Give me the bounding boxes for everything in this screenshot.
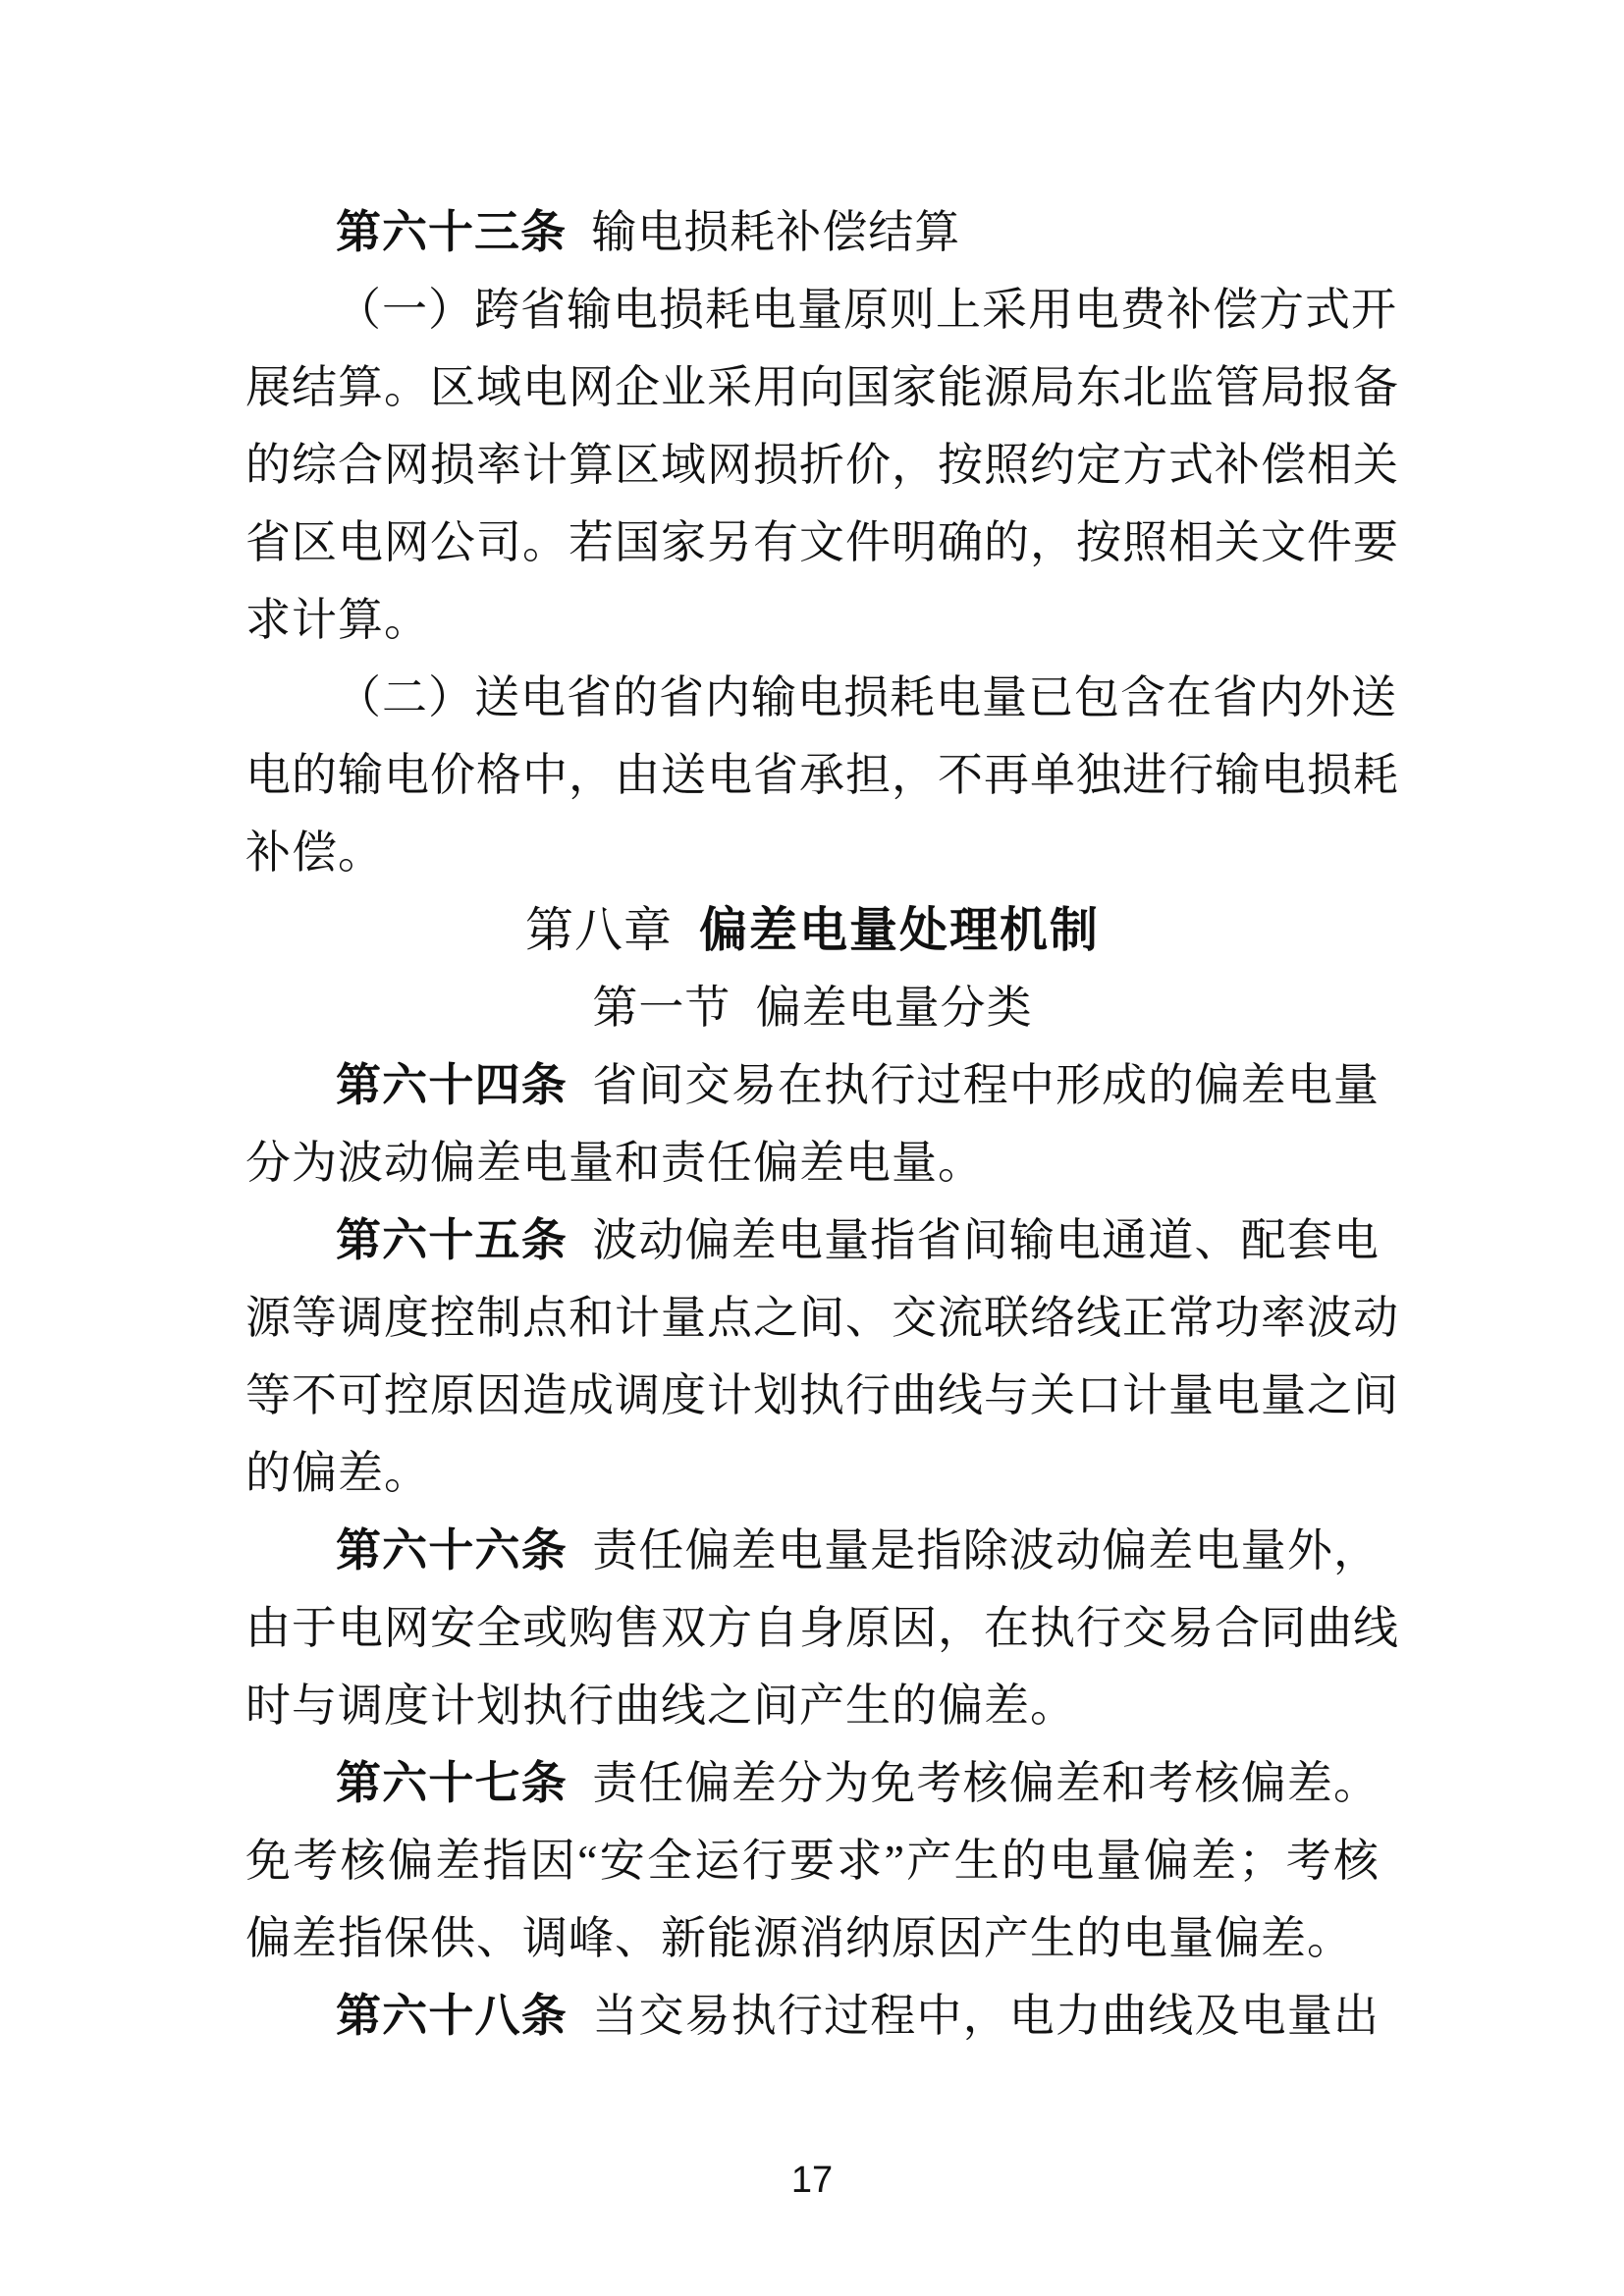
article-65-line-4 <box>245 1434 1380 1512</box>
article-64-line-2 <box>245 1124 1380 1201</box>
text-run: 波动偏差电量指省间输电通道、配套电 <box>592 1215 1380 1265</box>
text-run: 省间交易在执行过程中形成的偏差电量 <box>592 1060 1380 1110</box>
text-run: 免考核偏差指因“安全运行要求”产生的电量偏差；考核 <box>245 1836 1380 1886</box>
text-run: 当交易执行过程中，电力曲线及电量出 <box>592 1991 1380 2041</box>
article-65-line-1 <box>245 1201 1380 1279</box>
text-run: （一）跨省输电损耗电量原则上采用电费补偿方式开 <box>336 285 1397 335</box>
page-number: 17 <box>790 2160 834 2201</box>
text-run: 等不可控原因造成调度计划执行曲线与关口计量电量之间 <box>245 1370 1399 1420</box>
text-run: 求计算。 <box>245 595 430 645</box>
emphasis-run: 第六十四条 <box>336 1060 568 1110</box>
text-run: 电的输电价格中，由送电省承担，不再单独进行输电损耗 <box>245 750 1399 800</box>
text-run: 偏差电量分类 <box>755 983 1033 1033</box>
article-63-item-2-line-1 <box>245 659 1397 736</box>
article-67-line-3 <box>245 1899 1380 1977</box>
emphasis-run: 第六十五条 <box>336 1215 568 1265</box>
text-run: 输电损耗补偿结算 <box>591 207 961 257</box>
article-63-item-2-line-3 <box>245 814 1380 891</box>
article-63-item-1-line-1 <box>245 271 1397 348</box>
text-run: 源等调度控制点和计量点之间、交流联络线正常功率波动 <box>245 1293 1399 1343</box>
article-65-line-2 <box>245 1279 1399 1357</box>
emphasis-run: 第六十八条 <box>336 1991 568 2041</box>
article-63-item-1-line-3 <box>245 426 1399 504</box>
article-63-item-1-line-5 <box>245 581 1380 659</box>
article-63-title <box>245 193 1380 271</box>
text-run: 责任偏差电量是指除波动偏差电量外， <box>592 1525 1380 1575</box>
emphasis-run: 第六十六条 <box>336 1525 568 1575</box>
article-63-item-1-line-4 <box>245 504 1399 581</box>
chapter-8-heading <box>245 891 1380 969</box>
text-run: 的偏差。 <box>245 1448 430 1498</box>
article-67-line-2 <box>245 1822 1380 1899</box>
text-run: 展结算。区域电网企业采用向国家能源局东北监管局报备 <box>245 362 1399 412</box>
emphasis-run: 偏差电量处理机制 <box>698 904 1100 957</box>
document-lines <box>245 193 1399 2055</box>
article-67-line-1 <box>245 1744 1380 1822</box>
text-run: 由于电网安全或购售双方自身原因，在执行交易合同曲线 <box>245 1603 1399 1653</box>
article-63-item-2-line-2 <box>245 736 1399 814</box>
article-63-item-1-line-2 <box>245 348 1399 426</box>
text-run: 第八章 <box>525 903 674 957</box>
text-run: 时与调度计划执行曲线之间产生的偏差。 <box>245 1681 1076 1731</box>
article-65-line-3 <box>245 1357 1399 1434</box>
article-66-line-2 <box>245 1589 1399 1667</box>
article-66-line-1 <box>245 1512 1380 1589</box>
text-run: （二）送电省的省内输电损耗电量已包含在省内外送 <box>336 672 1397 722</box>
emphasis-run: 第六十七条 <box>336 1758 568 1808</box>
text-run: 责任偏差分为免考核偏差和考核偏差。 <box>592 1758 1380 1808</box>
text-run: 第一节 <box>592 983 731 1033</box>
text-run: 分为波动偏差电量和责任偏差电量。 <box>245 1138 984 1188</box>
article-68-line-1 <box>245 1977 1380 2055</box>
text-run: 补偿。 <box>245 828 384 878</box>
text-run: 的综合网损率计算区域网损折价，按照约定方式补偿相关 <box>245 440 1399 490</box>
text-run: 省区电网公司。若国家另有文件明确的，按照相关文件要 <box>245 517 1399 567</box>
article-64-line-1 <box>245 1046 1380 1124</box>
section-1-heading <box>245 969 1380 1046</box>
emphasis-run: 第六十三条 <box>336 207 567 257</box>
text-run: 偏差指保供、调峰、新能源消纳原因产生的电量偏差。 <box>245 1913 1353 1963</box>
article-66-line-3 <box>245 1667 1380 1744</box>
